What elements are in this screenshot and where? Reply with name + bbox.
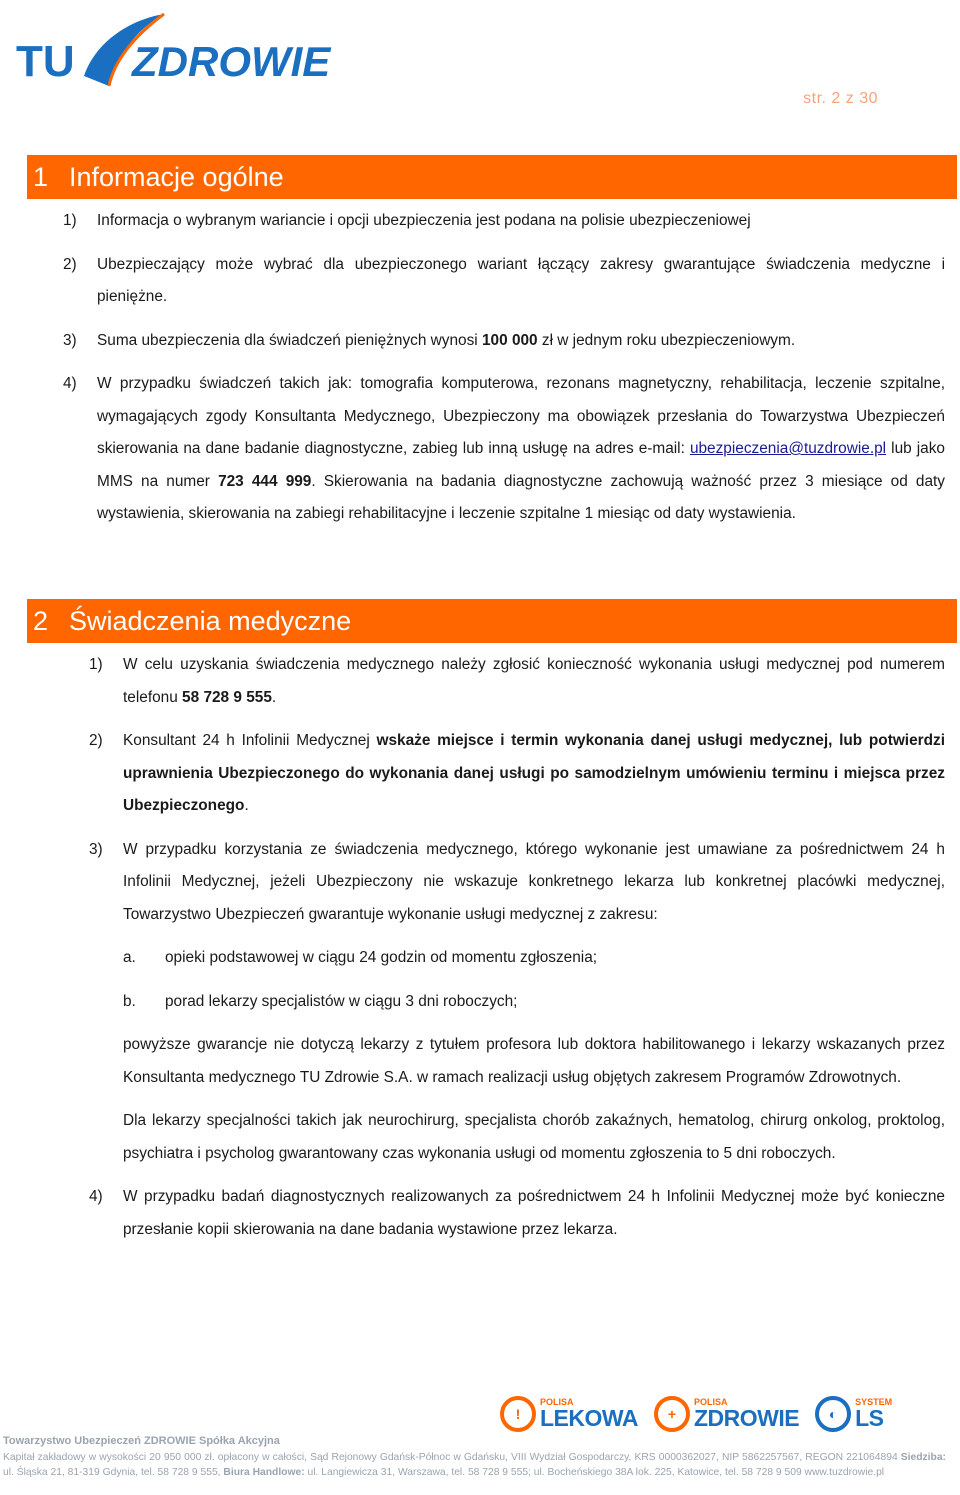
section-2-list [89, 649, 945, 1257]
cross-icon: + [654, 1396, 690, 1432]
sub-item: a. opieki podstawowej w ciągu 24 godzin od momentu zgłoszenia; [123, 949, 598, 966]
circle-icon: ◐ [815, 1396, 851, 1432]
list-item: 2) Ubezpieczający może wybrać dla ubezpieczonego wariant łączący zakresy gwarantujące świadczenia medyczne i pieniężne. [63, 255, 945, 305]
section-header-2 [27, 599, 957, 643]
logo-zdrowie-text: ZDROWIE [132, 38, 331, 85]
list-item: 2) Konsultant 24 h Infolinii Medycznej wskaże miejsce i termin wykonania danej usługi medycznej, lub potwierdzi uprawnienia Ubezpieczonego do wykonania danej usługi po samodzielnym umówieniu terminu i miejsca przez Ubezpieczonego. [89, 732, 945, 814]
phone-number: 58 728 9 555 [182, 688, 272, 706]
system-ls-logo: ◐ SYSTEM LS [815, 1396, 892, 1432]
section-header-1 [27, 155, 957, 199]
list-item: 3) W przypadku korzystania ze świadczenia medycznego, którego wykonanie jest umawiane za pośrednictwem 24 h Infolinii Medycznej, jeżeli Ubezpieczony nie wskazuje konkretnego lekarza lub konkretnej placówki medycznej, Towarzystwo Ubezpieczeń gwarantuje wykonanie usługi medycznej z zakresu: a. opieki podstawowej w ciągu 24 godzin od momentu zgłoszenia; b. porad lekarzy specjalistów w ciągu 3 dni roboczych; powyższe gwarancje nie dotyczą lekarzy z tytułem profesora lub doktora habilitowanego i lekarzy wskazanych przez Konsultanta medycznego TU Zdrowie S.A. w ramach realizacji usług objętych zakresem Programów Zdrowotnych. Dla lekarzy specjalności takich jak neurochirurg, specjalista chorób zakaźnych, hematolog, chirurg onkolog, proktolog, psychiatra i psycholog gwarantowany czas wykonania usługi od momentu zgłoszenia to 5 dni roboczych. [89, 834, 945, 1171]
paragraph: powyższe gwarancje nie dotyczą lekarzy z tytułem profesora lub doktora habilitowanego i lekarzy wskazanych przez Konsultanta medycznego TU Zdrowie S.A. w ramach realizacji usług objętych zakresem Programów Zdrowotnych. [123, 1036, 945, 1086]
sub-item: b. porad lekarzy specjalistów w ciągu 3 dni roboczych; [123, 992, 518, 1010]
page-number: str. 2 z 30 [803, 90, 878, 107]
mms-phone: 723 444 999 [218, 472, 312, 490]
pill-icon: ! [500, 1396, 536, 1432]
tu-zdrowie-logo [14, 6, 344, 96]
paragraph: Dla lekarzy specjalności takich jak neurochirurg, specjalista chorób zakaźnych, hematolog, chirurg onkolog, proktolog, psychiatra i psycholog gwarantowany czas wykonania usługi od momentu zgłoszenia to 5 dni roboczych. [123, 1112, 945, 1162]
list-item: 1) Informacja o wybranym wariancie i opcji ubezpieczenia jest podana na polisie ubezpieczeniowej [63, 212, 751, 229]
polisa-zdrowie-logo: + POLISA ZDROWIE [654, 1396, 799, 1432]
polisa-lekowa-logo: ! POLISA LEKOWA [500, 1396, 638, 1432]
list-item: 3) Suma ubezpieczenia dla świadczeń pieniężnych wynosi 100 000 zł w jednym roku ubezpieczeniowym. [63, 331, 796, 349]
footer-text [3, 1434, 946, 1481]
email-link[interactable]: ubezpieczenia@tuzdrowie.pl [689, 440, 887, 457]
sum-amount: 100 000 [481, 331, 538, 349]
section-title: Świadczenia medyczne [69, 605, 352, 636]
footer-logos [500, 1392, 946, 1436]
list-item: 4) W przypadku badań diagnostycznych realizowanych za pośrednictwem 24 h Infolinii Medycznej może być konieczne przesłanie kopii skierowania na dane badania wystawione przez lekarza. [89, 1188, 945, 1238]
list-item: 4) W przypadku świadczeń takich jak: tomografia komputerowa, rezonans magnetyczny, rehabilitacja, leczenie szpitalne, wymagających zgody Konsultanta Medycznego, Ubezpieczony ma obowiązek przesłania do Towarzystwa Ubezpieczeń skierowania na dane badanie diagnostyczne, zabieg lub inną usługę na adres e-mail: ubezpieczenia@tuzdrowie.pl lub jako MMS na numer 723 444 999. Skierowania na badania diagnostyczne zachowują ważność przez 3 miesiące od daty wystawienia, skierowania na zabiegi rehabilitacyjne i leczenie szpitalne 1 miesiąc od daty wystawienia. [63, 375, 945, 522]
section-number: 1 [33, 161, 49, 192]
logo-tu-text: TU [16, 37, 75, 86]
company-name: Towarzystwo Ubezpieczeń ZDROWIE Spółka Akcyjna [3, 1435, 280, 1447]
section-number: 2 [33, 605, 49, 636]
section-1-list [63, 205, 945, 542]
list-item: 1) W celu uzyskania świadczenia medycznego należy zgłosić konieczność wykonania usługi medycznej pod numerem telefonu 58 728 9 555. [89, 656, 945, 706]
section-title: Informacje ogólne [69, 161, 284, 192]
company-details: Kapitał zakładowy w wysokości 20 950 000 zł. opłacony w całości, Sąd Rejonowy Gdańsk-Północ w Gdańsku, VIII Wydział Gospodarczy, KRS 0000362027, NIP 5862257567, REGON 221064894 Siedziba: ul. Śląska 21, 81-319 Gdynia, tel. 58 728 9 555, Biura Handlowe: ul. Langiewicza 31, Warszawa, tel. 58 728 9 555; ul. Bocheńskiego 38A lok. 225, Katowice, tel. 58 728 9 509 www.tuzdrowie.pl [3, 1451, 946, 1478]
